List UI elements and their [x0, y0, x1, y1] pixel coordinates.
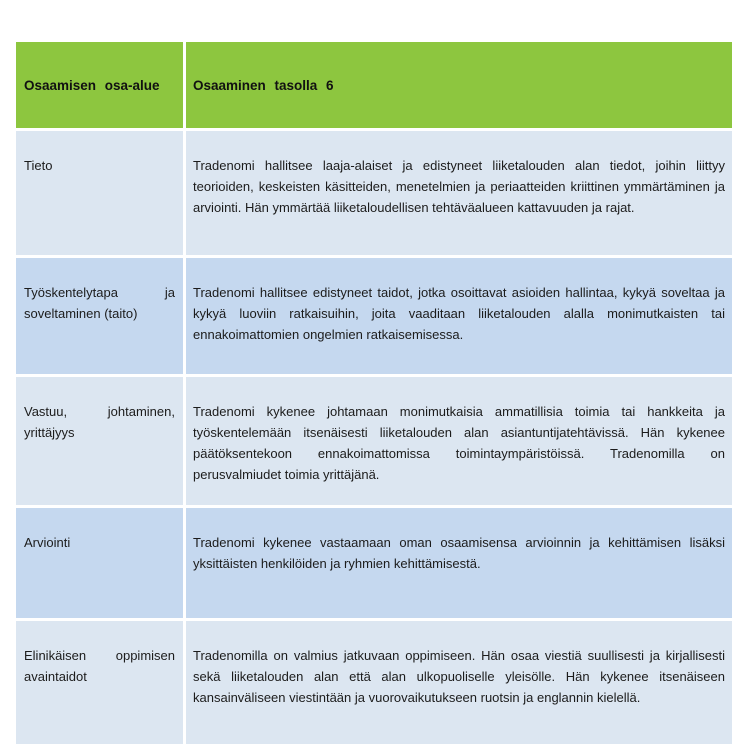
table-row-elinikainen-oppiminen [16, 621, 732, 744]
competence-table [16, 42, 732, 744]
row-label: Tieto [16, 131, 183, 255]
row-label: Vastuu, johtaminen, yrittäjyys [16, 377, 183, 505]
row-label: Arviointi [16, 508, 183, 618]
row-label: Elinikäisen oppimisen avaintaidot [16, 621, 183, 744]
table-header-row [16, 42, 732, 128]
table-row-vastuu [16, 377, 732, 505]
column-header-osaaminen-tasolla-6: Osaaminen tasolla 6 [186, 42, 732, 128]
table-row-arviointi [16, 508, 732, 618]
row-description: Tradenomi kykenee johtamaan monimutkaisia ammatillisia toimia tai hankkeita ja työskentelemään itsenäisesti liiketalouden alan asiantuntijatehtävissä. Hän kykenee päätöksentekoon ennakoimattomissa toimintaympäristöissä. Tradenomilla on perusvalmiudet toimia yrittäjänä. [186, 377, 732, 505]
column-header-osaamisen-osa-alue: Osaamisen osa-alue [16, 42, 183, 128]
row-description: Tradenomi hallitsee edistyneet taidot, jotka osoittavat asioiden hallintaa, kykyä soveltaa ja kykyä luoviin ratkaisuihin, joita vaaditaan liiketalouden alalla monimutkaisten tai ennakoimattomien ongelmien ratkaisemisessa. [186, 258, 732, 374]
row-label: Työskentelytapa ja soveltaminen (taito) [16, 258, 183, 374]
row-description: Tradenomi kykenee vastaamaan oman osaamisensa arvioinnin ja kehittämisen lisäksi yksittäisten henkilöiden ja ryhmien kehittämisestä. [186, 508, 732, 618]
row-description: Tradenomi hallitsee laaja-alaiset ja edistyneet liiketalouden alan tiedot, joihin liittyy teorioiden, keskeisten käsitteiden, menetelmien ja periaatteiden kriittinen ymmärtäminen ja arviointi. Hän ymmärtää liiketaloudellisen tehtäväalueen kattavuuden ja rajat. [186, 131, 732, 255]
table-row-tyoskentelytapa [16, 258, 732, 374]
table-row-tieto [16, 131, 732, 255]
row-description: Tradenomilla on valmius jatkuvaan oppimiseen. Hän osaa viestiä suullisesti ja kirjallisesti sekä liiketalouden alan että alan ulkopuoliselle yleisölle. Hän kykenee itsenäiseen kansainväliseen viestintään ja vuorovaikutukseen ruotsin ja englannin kielellä. [186, 621, 732, 744]
